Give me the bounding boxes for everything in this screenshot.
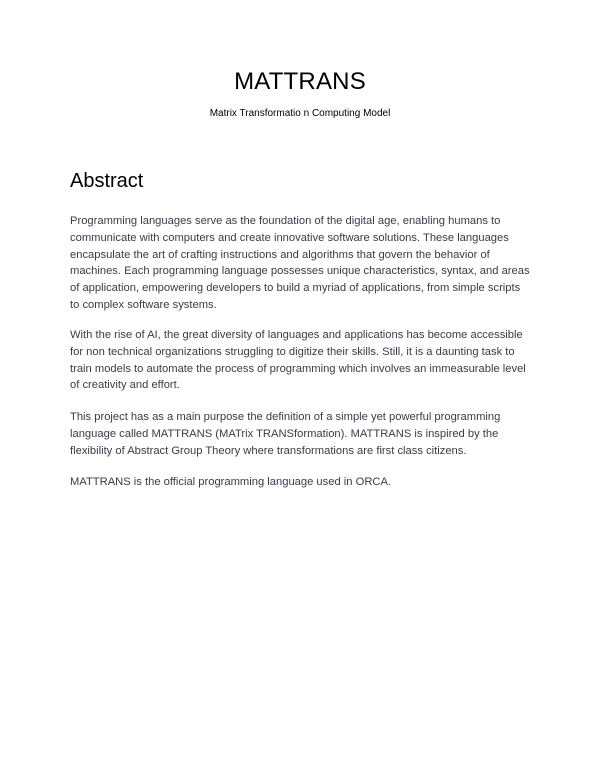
abstract-heading: Abstract <box>70 170 144 192</box>
document-subtitle: Matrix Transformatio n Computing Model <box>209 108 391 119</box>
abstract-paragraph-2: With the rise of AI, the great diversity of languages and applications has become accessible for non technical organizations struggling to digitize their skills. Still, it is a daunting task to train models to automate the process of programming which involves an immeasurable level of creativity and effort. <box>70 329 526 392</box>
abstract-paragraph-3: This project has as a main purpose the definition of a simple yet powerful programming language called MATTRANS (MATrix TRANSformation). MATTRANS is inspired by the flexibility of Abstract Group Theory where transformations are first class citizens. <box>70 411 501 457</box>
document-title: MATTRANS <box>234 68 366 95</box>
abstract-paragraph-4: MATTRANS is the official programming language used in ORCA. <box>70 476 392 488</box>
abstract-paragraph-1: Programming languages serve as the foundation of the digital age, enabling humans to communicate with computers and create innovative software solutions. These languages encapsulate the art of crafting instructions and algorithms that govern the behavior of machines. Each programming language possesses unique characteristics, syntax, and areas of application, empowering developers to build a myriad of applications, from simple scripts to complex software systems. <box>70 215 530 311</box>
